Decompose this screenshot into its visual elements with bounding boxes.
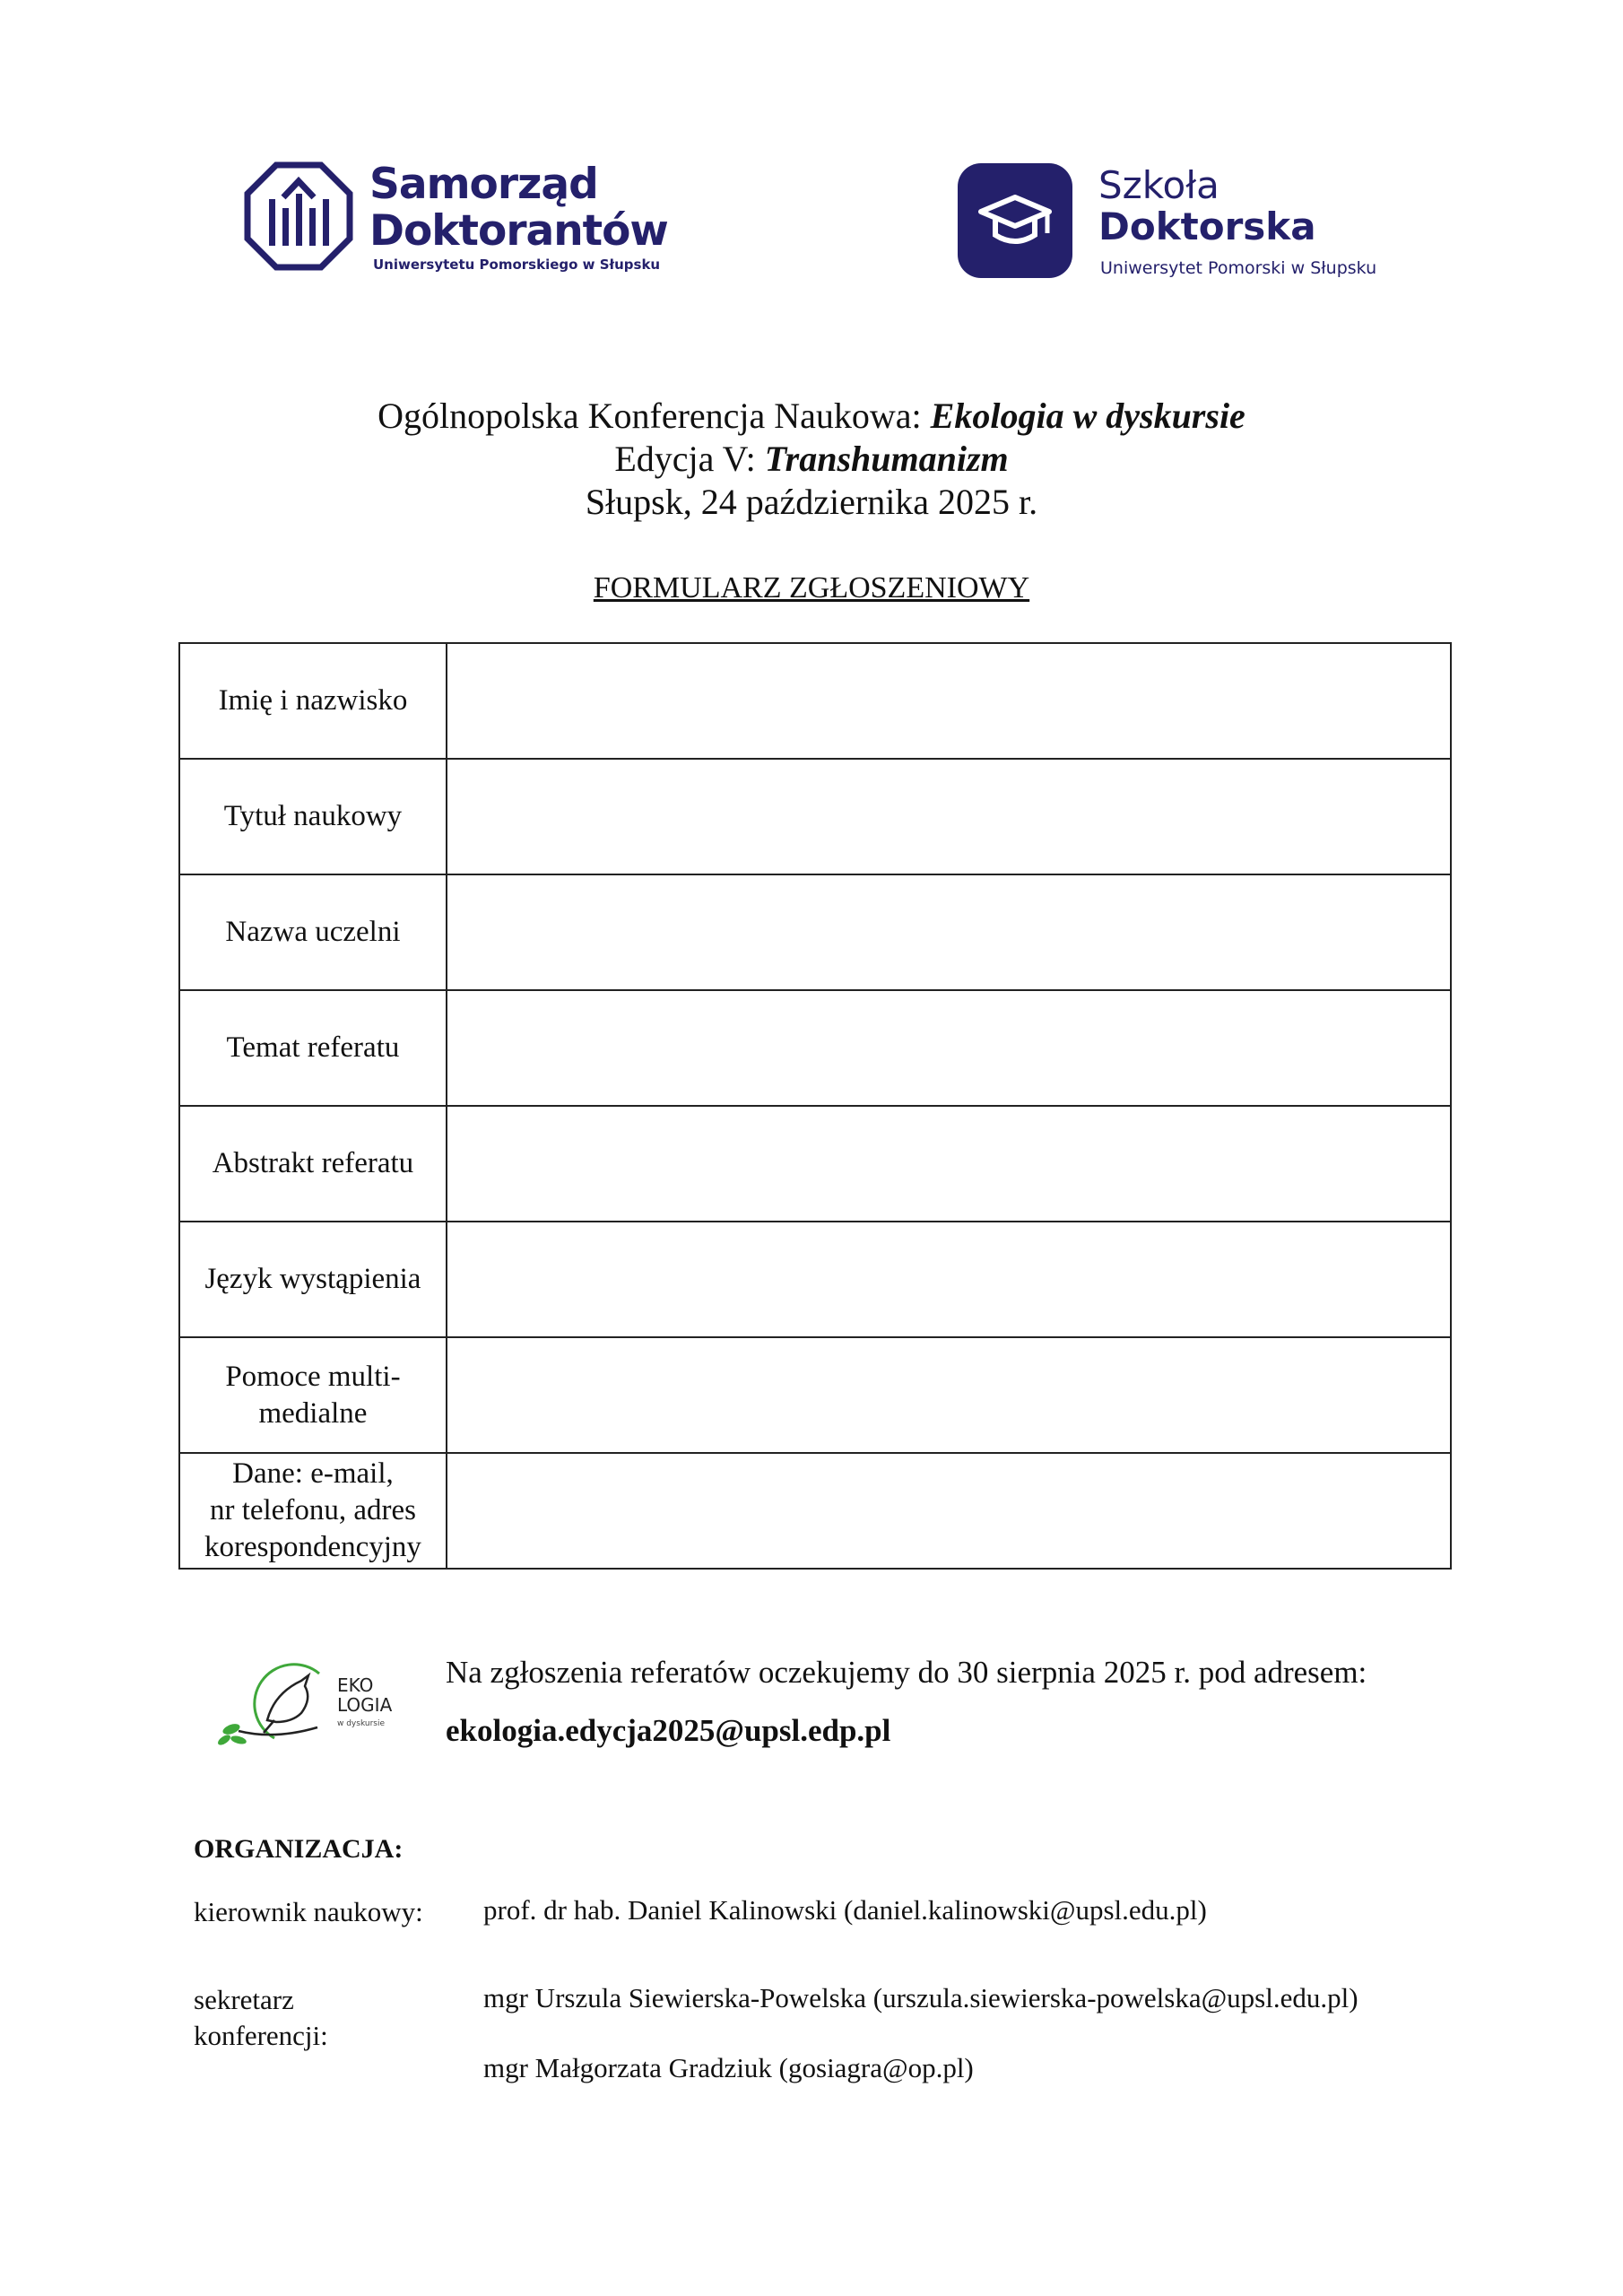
form-title: FORMULARZ ZGŁOSZENIOWY — [593, 571, 1030, 604]
form-row-value-field[interactable] — [447, 759, 1451, 874]
szkola-logo-line2: Doktorska — [1098, 204, 1316, 248]
samorzad-logo-icon — [244, 161, 353, 271]
edition-theme: Transhumanizm — [764, 439, 1009, 479]
form-row-label: Nazwa uczelni — [179, 874, 447, 990]
form-row-value-field[interactable] — [447, 643, 1451, 759]
form-row-value-field[interactable] — [447, 1453, 1451, 1569]
form-row-value-field[interactable] — [447, 1106, 1451, 1222]
form-row-value-field[interactable] — [447, 1337, 1451, 1453]
conference-header — [0, 395, 1623, 524]
submission-notice: Na zgłoszenia referatów oczekujemy do 30 sierpnia 2025 r. pod adresem: — [446, 1655, 1367, 1690]
secretary-label: sekretarz konferencji: — [194, 1984, 328, 2051]
header-line1 — [0, 395, 1623, 438]
manager-value: prof. dr hab. Daniel Kalinowski (daniel.kalinowski@upsl.edu.pl) — [483, 1894, 1207, 1926]
form-row — [179, 1106, 1451, 1222]
form-row-label: Imię i nazwisko — [179, 643, 447, 759]
manager-label: kierownik naukowy: — [194, 1896, 423, 1927]
header-line2 — [0, 438, 1623, 481]
form-row — [179, 1222, 1451, 1337]
header-line1-prefix: Ogólnopolska Konferencja Naukowa: — [378, 396, 931, 436]
conference-name: Ekologia w dyskursie — [930, 396, 1245, 436]
form-row-value-field[interactable] — [447, 990, 1451, 1106]
form-row — [179, 1453, 1451, 1569]
form-row — [179, 1337, 1451, 1453]
form-row-label: Tytuł naukowy — [179, 759, 447, 874]
form-row-value-field[interactable] — [447, 1222, 1451, 1337]
samorzad-logo-line2: Doktorantów — [369, 206, 668, 256]
eko-logo-line1: EKO — [337, 1674, 374, 1696]
form-row — [179, 874, 1451, 990]
samorzad-logo-line1: Samorząd — [369, 160, 598, 209]
secretary-value-1: mgr Urszula Siewierska-Powelska (urszula.siewierska-powelska@upsl.edu.pl) — [483, 1982, 1358, 2013]
samorzad-logo-subtitle: Uniwersytetu Pomorskiego w Słupsku — [373, 257, 661, 273]
header-line3: Słupsk, 24 października 2025 r. — [585, 482, 1038, 522]
form-row-label: Abstrakt referatu — [179, 1106, 447, 1222]
form-row-label: Język wystąpienia — [179, 1222, 447, 1337]
registration-form-table — [178, 642, 1452, 1570]
header-line2-prefix: Edycja V: — [614, 439, 765, 479]
form-row — [179, 759, 1451, 874]
submission-email[interactable]: ekologia.edycja2025@upsl.edp.pl — [446, 1713, 891, 1748]
form-row-value-field[interactable] — [447, 874, 1451, 990]
ekologia-logo — [212, 1657, 400, 1747]
szkola-logo-line1: Szkoła — [1098, 163, 1219, 207]
samorzad-doktorantow-logo — [244, 161, 674, 278]
eko-logo-subtitle: w dyskursie — [337, 1719, 386, 1728]
szkola-doktorska-logo — [958, 161, 1388, 283]
szkola-logo-subtitle: Uniwersytet Pomorski w Słupsku — [1100, 258, 1377, 278]
form-row-label: Dane: e-mail, nr telefonu, adres korespondencyjny — [179, 1453, 447, 1569]
secretary-value-2: mgr Małgorzata Gradziuk (gosiagra@op.pl) — [483, 2052, 974, 2083]
form-row-label: Pomoce multi- medialne — [179, 1337, 447, 1453]
bird-logo-icon — [212, 1657, 337, 1747]
organization-heading: ORGANIZACJA: — [194, 1834, 404, 1864]
eko-logo-line2: LOGIA — [337, 1694, 393, 1716]
form-row-label: Temat referatu — [179, 990, 447, 1106]
graduation-cap-icon — [958, 163, 1072, 278]
form-row — [179, 990, 1451, 1106]
form-row — [179, 643, 1451, 759]
